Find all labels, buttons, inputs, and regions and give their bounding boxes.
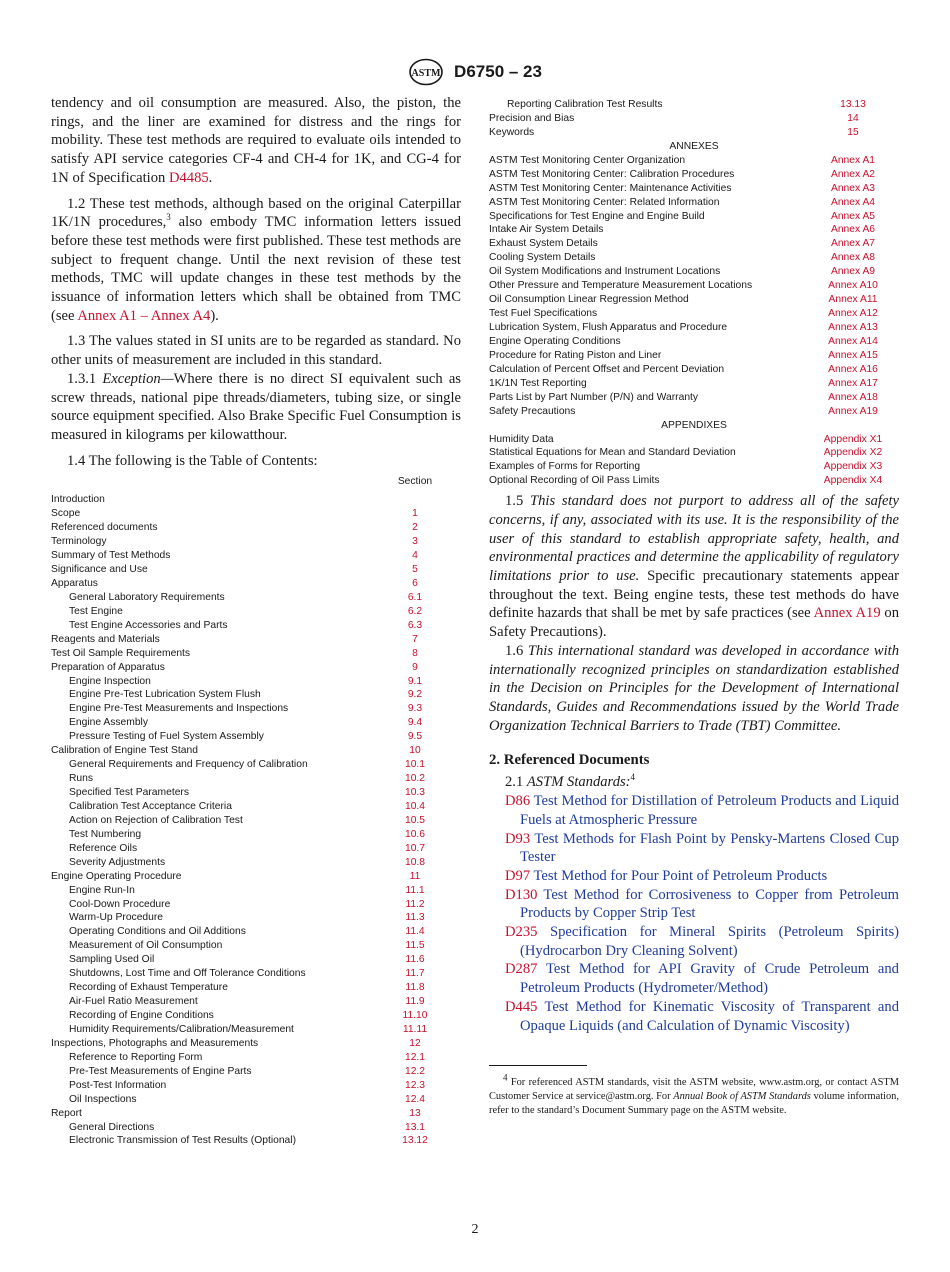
toc-section-link[interactable]: Annex A10 — [828, 280, 878, 292]
reference-item — [489, 830, 899, 867]
paragraph-1-3-1: 1.3.1 Exception—Where there is no direct SI equivalent such as screw threads, national pipe threads/diameters, tubing size, or single source equipment specified. Also Brake Specific Fuel Consumption is measured in kilograms per kilowatthour. — [51, 370, 461, 443]
toc-label: Terminology — [51, 536, 107, 548]
toc-label: General Laboratory Requirements — [69, 591, 225, 603]
toc-row — [489, 182, 899, 196]
toc-row — [51, 563, 461, 577]
toc-section-link[interactable]: 3 — [412, 536, 418, 548]
reference-item — [489, 867, 899, 886]
toc-label: Procedure for Rating Piston and Liner — [489, 349, 662, 361]
toc-section-link[interactable]: 6.2 — [407, 605, 423, 617]
toc-section-link[interactable]: Appendix X3 — [823, 461, 883, 473]
page-header — [0, 58, 950, 86]
toc-label: Air-Fuel Ratio Measurement — [69, 996, 198, 1008]
toc-row — [51, 1121, 461, 1135]
toc-row — [489, 126, 899, 140]
toc-row — [51, 507, 461, 521]
toc-label: Oil Consumption Linear Regression Method — [489, 294, 689, 306]
footnote-divider — [489, 1065, 587, 1066]
toc-row — [51, 716, 461, 730]
toc-row — [51, 898, 461, 912]
toc-row — [51, 661, 461, 675]
toc-label: Referenced documents — [51, 522, 158, 534]
toc-row — [489, 349, 899, 363]
toc-label: Test Numbering — [69, 828, 142, 840]
toc-row — [51, 1093, 461, 1107]
paragraph-1-2: 1.2 These test methods, although based on the original Caterpillar 1K/1N procedures,$^3$ also embody TMC information letters issued before these test methods were first published. These test methods are subject to frequent change. Until the next revision of these test methods, TMC will update changes in these test methods by the issuance of information letters which shall be obtained from TMC (see Annex A1 – Annex A4). — [51, 195, 461, 324]
toc-row — [51, 591, 461, 605]
toc-label: Humidity Data — [489, 433, 554, 445]
toc-label: Recording of Exhaust Temperature — [69, 982, 228, 994]
toc-section-link[interactable]: 10.6 — [404, 828, 426, 840]
toc-label: Sampling Used Oil — [69, 954, 155, 966]
toc-row — [489, 196, 899, 210]
toc-label: ASTM Test Monitoring Center: Calibration Procedures — [489, 168, 735, 180]
reference-code-link[interactable]: D130 — [505, 886, 538, 903]
toc-section-link[interactable]: 12.4 — [404, 1093, 426, 1105]
link-annex-a1-a4[interactable]: Annex A1 – Annex A4 — [77, 307, 211, 324]
toc-row — [51, 730, 461, 744]
toc-row — [489, 391, 899, 405]
toc-section-link[interactable]: 10.4 — [404, 800, 426, 812]
toc-row — [51, 814, 461, 828]
reference-code-link[interactable]: D445 — [505, 998, 538, 1015]
toc-label: Engine Inspection — [69, 675, 151, 687]
toc-section-link[interactable]: 13.13 — [840, 99, 866, 110]
toc-label: Reference to Reporting Form — [69, 1051, 203, 1063]
reference-title-link[interactable]: Specification for Mineral Spirits (Petroleum Spirits) (Hydrocarbon Dry Cleaning Solvent) — [520, 924, 899, 959]
toc-label: Warm-Up Procedure — [69, 912, 164, 924]
toc-section-link[interactable]: 11.9 — [405, 996, 425, 1008]
toc-row — [51, 800, 461, 814]
reference-title-link[interactable]: Test Method for Pour Point of Petroleum Products — [533, 867, 828, 884]
toc-label: General Requirements and Frequency of Calibration — [69, 759, 308, 771]
toc-section-link[interactable]: Annex A3 — [830, 182, 876, 194]
toc-row — [51, 1037, 461, 1051]
toc-row — [489, 307, 899, 321]
toc-label: Cooling System Details — [489, 252, 596, 264]
toc-row — [489, 460, 899, 474]
reference-item — [489, 923, 899, 960]
toc-section-link[interactable]: 11.3 — [405, 912, 425, 924]
toc-label: Action on Rejection of Calibration Test — [69, 814, 243, 826]
svg-text:ASTM: ASTM — [411, 68, 441, 79]
toc-section-link[interactable]: 11.10 — [402, 1010, 428, 1022]
reference-item — [489, 960, 899, 997]
toc-row — [51, 675, 461, 689]
reference-item — [489, 886, 899, 923]
toc-row — [489, 112, 899, 126]
toc-section-link[interactable]: 11 — [409, 870, 421, 882]
footnote-4: $^4$ For referenced ASTM standards, visit the ASTM website, www.astm.org, or contact ASTM Customer Service at service@astm.org. For Annual Book of ASTM Standards volume information, refer to the standard’s Document Summary page on the ASTM website. — [489, 1072, 899, 1116]
toc-label: ASTM Test Monitoring Center: Related Information — [489, 196, 720, 208]
toc-section-link[interactable]: 5 — [412, 564, 418, 576]
toc-row — [51, 911, 461, 925]
toc-row — [51, 702, 461, 716]
toc-label: Preparation of Apparatus — [51, 661, 165, 673]
paragraph-2-1: 2.1 ASTM Standards:$^4$ — [505, 772, 636, 791]
toc-section-link[interactable]: 12.1 — [404, 1051, 426, 1063]
toc-section-link[interactable]: Annex A5 — [830, 210, 876, 222]
toc-section-link[interactable]: Annex A15 — [828, 349, 878, 361]
toc-section-link[interactable]: 9.4 — [407, 717, 423, 729]
toc-row — [51, 619, 461, 633]
toc-row — [489, 223, 899, 237]
toc-row — [489, 279, 899, 293]
toc-label: Oil System Modifications and Instrument Locations — [489, 266, 721, 278]
toc-section-link[interactable]: Appendix X4 — [823, 475, 883, 487]
toc-section-link[interactable]: 2 — [412, 522, 418, 534]
toc-label: Report — [51, 1107, 82, 1119]
toc-label: Engine Run-In — [69, 884, 135, 896]
toc-label: Engine Operating Conditions — [489, 335, 621, 347]
toc-label: Reporting Calibration Test Results — [507, 99, 663, 110]
toc-row — [51, 1107, 461, 1121]
toc-row — [51, 577, 461, 591]
toc-section-link[interactable]: Annex A1 — [830, 154, 876, 166]
toc-section-link[interactable]: 10.7 — [404, 842, 426, 854]
toc-label: Keywords — [489, 126, 535, 138]
toc-label: Oil Inspections — [69, 1093, 137, 1105]
reference-code-link[interactable]: D97 — [505, 867, 531, 884]
toc-row — [489, 363, 899, 377]
toc-section-link[interactable]: 4 — [412, 550, 418, 562]
toc-section-link[interactable]: 8 — [412, 647, 418, 659]
toc-row — [489, 474, 899, 488]
toc-row — [489, 210, 899, 224]
toc-row — [51, 1134, 461, 1148]
toc-row — [51, 521, 461, 535]
toc-row — [489, 168, 899, 182]
paragraph-continued: tendency and oil consumption are measured. Also, the piston, the rings, and the liner are examined for distress and the rings for mobility. These test methods are required to evaluate oils intended to satisfy API service categories CF-4 and CH-4 for 1K, and CG-4 for 1N of Specification D4485. — [51, 95, 461, 186]
toc-section-link[interactable]: 13 — [409, 1107, 421, 1119]
toc-row — [51, 786, 461, 800]
toc-row — [51, 1009, 461, 1023]
reference-code-link[interactable]: D86 — [505, 793, 531, 810]
toc-label: Specifications for Test Engine and Engine Build — [489, 210, 705, 222]
toc-section-link[interactable]: Appendix X2 — [823, 447, 883, 459]
toc-section-link[interactable]: 9.5 — [407, 731, 423, 743]
toc-row — [51, 758, 461, 772]
toc-row — [51, 647, 461, 661]
reference-title-link[interactable]: Test Method for API Gravity of Crude Petroleum and Petroleum Products (Hydrometer/Method) — [520, 961, 899, 997]
toc-group-heading: ANNEXES — [669, 140, 719, 152]
toc-row — [51, 688, 461, 702]
toc-section-link[interactable]: 11.5 — [405, 940, 425, 952]
toc-row — [489, 237, 899, 251]
toc-label: Safety Precautions — [489, 405, 576, 417]
toc-section-link[interactable]: Annex A9 — [830, 266, 876, 278]
table-of-contents — [51, 475, 461, 1148]
link-annex-a19[interactable]: Annex A19 — [813, 605, 881, 622]
toc-row — [51, 856, 461, 870]
toc-section-link[interactable]: 12.2 — [404, 1065, 426, 1077]
toc-label: ASTM Test Monitoring Center Organization — [489, 154, 686, 166]
toc-section-link[interactable]: 15 — [847, 126, 859, 138]
toc-label: Intake Air System Details — [489, 224, 604, 236]
toc-row — [51, 967, 461, 981]
toc-label: Recording of Engine Conditions — [69, 1010, 214, 1022]
toc-section-link[interactable]: 13.1 — [404, 1121, 426, 1133]
toc-row — [51, 772, 461, 786]
designation: D6750 – 23 — [454, 62, 542, 81]
toc-label: Calibration of Engine Test Stand — [51, 745, 198, 757]
toc-row — [51, 633, 461, 647]
toc-row — [489, 321, 899, 335]
reference-code-link[interactable]: D93 — [505, 830, 531, 847]
toc-label: 1K/1N Test Reporting — [489, 377, 587, 389]
toc-label: Summary of Test Methods — [51, 550, 171, 562]
toc-label: Severity Adjustments — [69, 856, 166, 868]
toc-row — [51, 1065, 461, 1079]
toc-label: Scope — [51, 508, 81, 520]
toc-label: Inspections, Photographs and Measurements — [51, 1037, 259, 1049]
toc-label: Humidity Requirements/Calibration/Measurement — [69, 1023, 294, 1035]
toc-section-link[interactable]: 11.6 — [405, 954, 425, 966]
toc-section-link[interactable]: 10.2 — [404, 773, 426, 785]
toc-section-link[interactable]: 10.1 — [404, 759, 426, 771]
toc-section-link[interactable]: 14 — [847, 112, 859, 124]
toc-label: Shutdowns, Lost Time and Off Tolerance Conditions — [69, 968, 306, 980]
toc-section-link[interactable]: 7 — [412, 633, 418, 645]
toc-section-link[interactable]: 10.5 — [404, 814, 426, 826]
referenced-documents-list — [489, 792, 899, 1035]
toc-label: Test Fuel Specifications — [489, 308, 598, 320]
toc-section-link[interactable]: Appendix X1 — [823, 433, 883, 445]
toc-row — [489, 335, 899, 349]
toc-row — [489, 433, 899, 447]
toc-row — [51, 842, 461, 856]
toc-label: Calibration Test Acceptance Criteria — [69, 800, 232, 812]
toc-label: Exhaust System Details — [489, 238, 598, 250]
toc-section-header: Section — [397, 476, 433, 488]
section-2-heading: 2. Referenced Documents — [489, 752, 650, 769]
toc-row — [51, 1051, 461, 1065]
toc-label: Other Pressure and Temperature Measurement Locations — [489, 280, 753, 292]
toc-label: Introduction — [51, 494, 105, 506]
toc-section-link[interactable]: 11.4 — [405, 926, 425, 938]
toc-section-link[interactable]: Annex A6 — [830, 224, 876, 236]
toc-label: Parts List by Part Number (P/N) and Warranty — [489, 391, 699, 403]
astm-logo-icon — [408, 58, 444, 86]
toc-label: Test Engine Accessories and Parts — [69, 619, 228, 631]
toc-section-link[interactable]: Annex A7 — [830, 238, 876, 250]
toc-label: Pre-Test Measurements of Engine Parts — [69, 1065, 252, 1077]
toc-label: Post-Test Information — [69, 1079, 167, 1091]
toc-label: ASTM Test Monitoring Center: Maintenance Activities — [489, 182, 732, 194]
toc-row — [51, 953, 461, 967]
toc-row — [489, 265, 899, 279]
toc-group-heading: APPENDIXES — [661, 419, 727, 431]
page-number: 2 — [471, 1222, 479, 1237]
toc-section-link[interactable]: Annex A18 — [828, 391, 878, 403]
toc-label: Operating Conditions and Oil Additions — [69, 926, 246, 938]
toc-label: Electronic Transmission of Test Results (Optional) — [69, 1135, 296, 1147]
toc-row — [51, 535, 461, 549]
toc-section-link[interactable]: 11.7 — [405, 968, 425, 980]
toc-label: Lubrication System, Flush Apparatus and Procedure — [489, 322, 728, 333]
toc-row — [51, 493, 461, 507]
toc-section-link[interactable]: Annex A8 — [830, 252, 876, 264]
toc-section-link[interactable]: 6.1 — [407, 591, 423, 603]
toc-row — [489, 154, 899, 168]
link-d4485[interactable]: D4485 — [168, 169, 209, 186]
toc-row — [51, 939, 461, 953]
paragraph-1-3: 1.3 The values stated in SI units are to be regarded as standard. No other units of measurement are included in this standard. — [51, 333, 461, 369]
toc-label: Runs — [69, 773, 94, 785]
toc-row — [51, 884, 461, 898]
toc-section-link[interactable]: 9 — [412, 661, 418, 673]
toc-row — [51, 605, 461, 619]
toc-label: Optional Recording of Oil Pass Limits — [489, 475, 660, 487]
toc-section-link[interactable]: 6.3 — [407, 619, 423, 631]
toc-label: Pressure Testing of Fuel System Assembly — [69, 731, 264, 743]
toc-label: Specified Test Parameters — [69, 787, 189, 799]
toc-section-link[interactable]: Annex A2 — [830, 168, 876, 180]
paragraph-1-4: 1.4 The following is the Table of Contents: — [67, 452, 318, 469]
right-column — [489, 98, 899, 1118]
toc-row — [489, 377, 899, 391]
toc-label: Engine Assembly — [69, 717, 148, 729]
toc-row — [489, 446, 899, 460]
toc-row — [489, 405, 899, 419]
reference-item — [489, 792, 899, 829]
toc-row — [489, 251, 899, 265]
toc-label: Precision and Bias — [489, 112, 575, 124]
toc-label: Engine Pre-Test Measurements and Inspections — [69, 703, 289, 715]
paragraph-1-6: 1.6 This international standard was developed in accordance with internationally recognized principles on standardization established in the Decision on Principles for the Development of International Standards, Guides and Recommendations issued by the World Trade Organization Technical Barriers to Trade (TBT) Committee. — [489, 642, 900, 734]
toc-row — [489, 98, 899, 112]
reference-code-link[interactable]: D235 — [505, 924, 538, 941]
toc-label: Cool-Down Procedure — [69, 898, 171, 910]
toc-section-link[interactable]: Annex A14 — [828, 335, 878, 347]
toc-row — [51, 549, 461, 563]
toc-section-link[interactable]: Annex A13 — [828, 322, 878, 333]
toc-label: Test Oil Sample Requirements — [51, 647, 191, 659]
toc-section-link[interactable]: 11.1 — [405, 884, 425, 896]
reference-title-link[interactable]: Test Methods for Flash Point by Pensky-Martens Closed Cup Tester — [520, 830, 899, 866]
toc-section-link[interactable]: 6 — [412, 577, 418, 589]
toc-label: Apparatus — [51, 577, 98, 589]
toc-label: Test Engine — [69, 605, 123, 617]
toc-label: Significance and Use — [51, 564, 148, 576]
toc-section-link[interactable]: Annex A19 — [828, 405, 878, 417]
toc-section-link[interactable]: 12.3 — [404, 1079, 426, 1091]
toc-section-link[interactable]: 9.3 — [407, 703, 423, 715]
toc-section-link[interactable]: 10 — [409, 745, 421, 757]
toc-label: Reference Oils — [69, 842, 138, 854]
toc-section-link[interactable]: 10.8 — [404, 856, 426, 868]
toc-label: Reagents and Materials — [51, 633, 160, 645]
toc-row — [51, 995, 461, 1009]
toc-row — [51, 744, 461, 758]
toc-row — [51, 1079, 461, 1093]
toc-section-link[interactable]: Annex A17 — [828, 377, 878, 389]
toc-label: Engine Pre-Test Lubrication System Flush — [69, 689, 261, 701]
reference-title-link[interactable]: Test Method for Corrosiveness to Copper from Petroleum Products by Copper Strip Test — [520, 886, 899, 922]
toc-label: Examples of Forms for Reporting — [489, 461, 641, 473]
toc-section-link[interactable]: 11.8 — [405, 982, 425, 994]
toc-label: General Directions — [69, 1121, 155, 1133]
reference-title-link[interactable]: Test Method for Distillation of Petroleum Products and Liquid Fuels at Atmospheric Pressure — [520, 793, 899, 828]
toc-section-link[interactable]: 1 — [412, 508, 418, 520]
toc-row — [51, 828, 461, 842]
reference-code-link[interactable]: D287 — [505, 961, 538, 978]
toc-section-link[interactable]: 13.12 — [402, 1135, 428, 1147]
paragraph-1-5: 1.5 This standard does not purport to address all of the safety concerns, if any, associated with its use. It is the responsibility of the user of this standard to establish appropriate safety, health, and environmental practices and determine the applicability of regulatory limitations prior to use. Specific precautionary statements appear throughout the text. Being engine tests, these test methods do have definite hazards that shall be met by safe practices (see Annex A19 on Safety Precautions). — [489, 493, 900, 641]
toc-label: Engine Operating Procedure — [51, 870, 182, 882]
toc-section-link[interactable]: 11.2 — [405, 898, 425, 910]
toc-section-link[interactable]: 10.3 — [404, 787, 426, 799]
toc-section-link[interactable]: Annex A4 — [830, 196, 876, 208]
toc-section-link[interactable]: Annex A11 — [828, 294, 878, 306]
toc-label: Statistical Equations for Mean and Standard Deviation — [489, 447, 736, 459]
toc-row — [51, 870, 461, 884]
toc-section-link[interactable]: 11.11 — [402, 1023, 428, 1035]
toc-row — [51, 925, 461, 939]
toc-label: Measurement of Oil Consumption — [69, 940, 223, 952]
toc-section-link[interactable]: 12 — [409, 1037, 421, 1049]
toc-row — [51, 1023, 461, 1037]
toc-section-link[interactable]: Annex A16 — [828, 363, 878, 375]
toc-section-link[interactable]: 9.2 — [407, 689, 423, 701]
toc-label: Calculation of Percent Offset and Percent Deviation — [489, 363, 725, 375]
toc-row — [51, 981, 461, 995]
toc-section-link[interactable]: 9.1 — [407, 675, 423, 687]
reference-title-link[interactable]: Test Method for Kinematic Viscosity of Transparent and Opaque Liquids (and Calculation of Dynamic Viscosity) — [520, 998, 900, 1034]
reference-item — [489, 998, 899, 1035]
toc-section-link[interactable]: Annex A12 — [828, 308, 878, 320]
left-column — [51, 94, 461, 1148]
table-of-contents-continued — [489, 98, 899, 488]
toc-row — [489, 293, 899, 307]
